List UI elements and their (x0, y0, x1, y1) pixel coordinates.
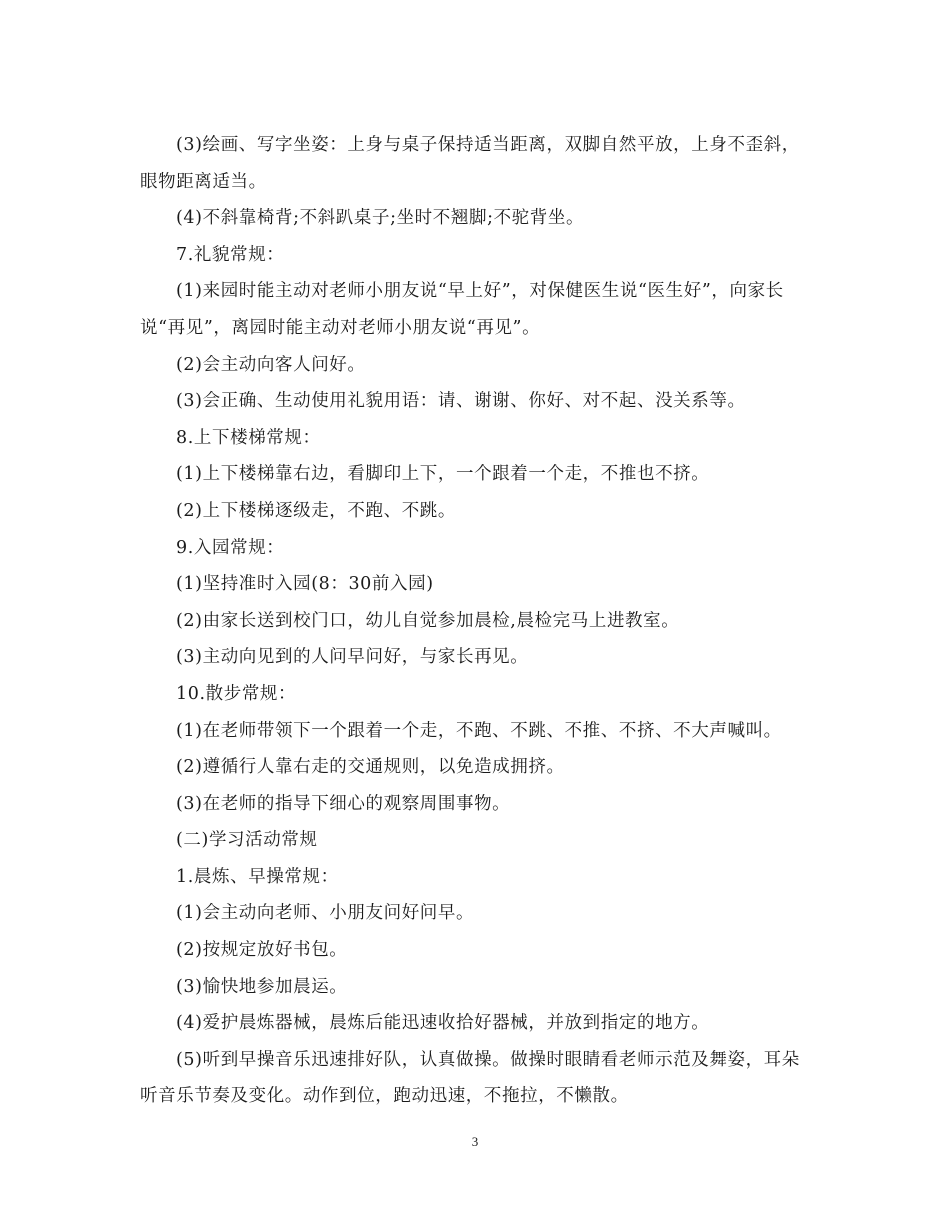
paragraph: (1)坚持准时入园(8：30前入园) (176, 574, 434, 595)
section-heading: 1.晨炼、早操常规： (176, 866, 339, 887)
body-text (140, 127, 800, 1115)
page-number: 3 (471, 1134, 479, 1149)
paragraph: (5)听到早操音乐迅速排好队，认真做操。做操时眼睛看老师示范及舞姿，耳朵听音乐节奏及变化。动作到位，跑动迅速，不拖拉，不懒散。 (140, 1049, 800, 1107)
paragraph: (3)在老师的指导下细心的观察周围事物。 (176, 793, 511, 814)
paragraph: (3)会正确、生动使用礼貌用语：请、谢谢、你好、对不起、没关系等。 (176, 391, 746, 412)
section-heading: 9.入园常规： (176, 537, 285, 558)
paragraph: (2)遵循行人靠右走的交通规则，以免造成拥挤。 (176, 757, 565, 778)
paragraph: (2)按规定放好书包。 (176, 940, 348, 961)
paragraph: (3)绘画、写字坐姿：上身与桌子保持适当距离，双脚自然平放，上身不歪斜，眼物距离适当。 (140, 135, 800, 192)
paragraph: (3)愉快地参加晨运。 (176, 976, 348, 997)
paragraph: (2)会主动向客人问好。 (176, 354, 366, 375)
chapter-heading: (二)学习活动常规 (176, 830, 318, 851)
paragraph: (1)会主动向老师、小朋友问好问早。 (176, 903, 475, 924)
paragraph: (2)由家长送到校门口，幼儿自觉参加晨检,晨检完马上进教室。 (176, 610, 680, 631)
paragraph: (2)上下楼梯逐级走，不跑、不跳。 (176, 500, 456, 521)
paragraph: (4)爱护晨炼器械，晨炼后能迅速收拾好器械，并放到指定的地方。 (176, 1013, 710, 1034)
section-heading: 7.礼貌常规： (176, 244, 285, 265)
paragraph: (1)在老师带领下一个跟着一个走，不跑、不跳、不推、不挤、不大声喊叫。 (176, 720, 782, 741)
paragraph: (1)上下楼梯靠右边，看脚印上下，一个跟着一个走，不推也不挤。 (176, 464, 710, 485)
paragraph: (3)主动向见到的人问早问好，与家长再见。 (176, 647, 529, 668)
paragraph: (1)来园时能主动对老师小朋友说“早上好”，对保健医生说“医生好”，向家长说“再见”，离园时能主动对老师小朋友说“再见”。 (140, 281, 784, 338)
section-heading: 10.散步常规： (176, 683, 297, 704)
paragraph: (4)不斜靠椅背;不斜趴桌子;坐时不翘脚;不驼背坐。 (176, 208, 585, 229)
section-heading: 8.上下楼梯常规： (176, 427, 321, 448)
